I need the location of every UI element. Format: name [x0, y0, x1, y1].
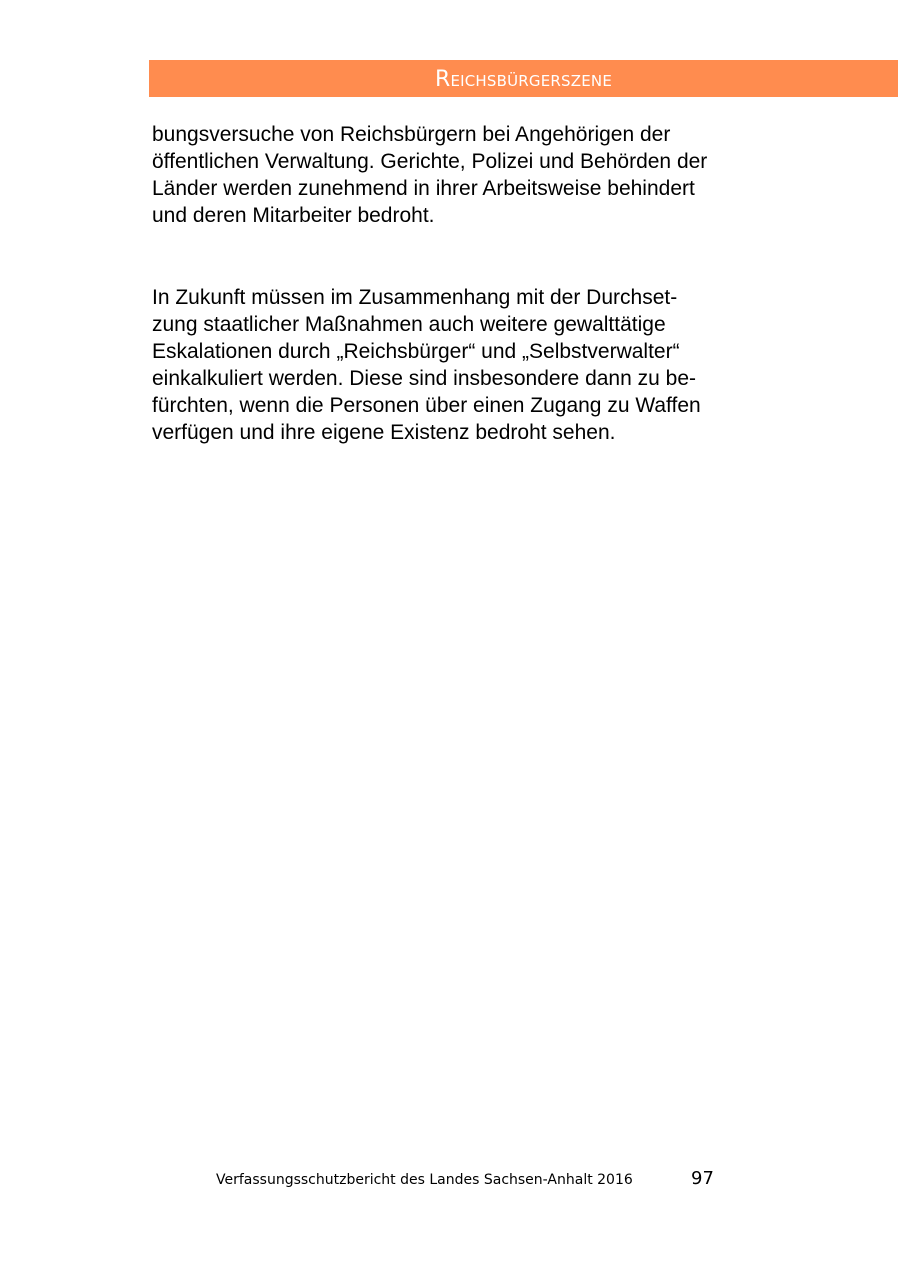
page-footer: [0, 1166, 900, 1196]
footer-report-title: Verfassungsschutzbericht des Landes Sachsen-Anhalt 2016: [216, 1172, 633, 1188]
body-paragraph-2: In Zukunft müssen im Zusammenhang mit der Durchset- zung staatlicher Maßnahmen auch weitere gewalttätige Eskalationen durch „Reichsbürger“ und „Selbstverwalter“ einkalkuliert werden. Diese sind insbesondere dann zu be- fürchten, wenn die Personen über einen Zugang zu Waffen verfügen und ihre eigene Existenz bedroht sehen.: [152, 286, 701, 444]
chapter-title: Reichsbürgerszene: [434, 66, 613, 92]
chapter-header-band: [149, 60, 898, 97]
page-number: 97: [691, 1168, 714, 1189]
body-paragraph-1: bungsversuche von Reichsbürgern bei Angehörigen der öffentlichen Verwaltung. Gerichte, Polizei und Behörden der Länder werden zunehmend in ihrer Arbeitsweise behindert und deren Mitarbeiter bedroht.: [152, 123, 708, 227]
